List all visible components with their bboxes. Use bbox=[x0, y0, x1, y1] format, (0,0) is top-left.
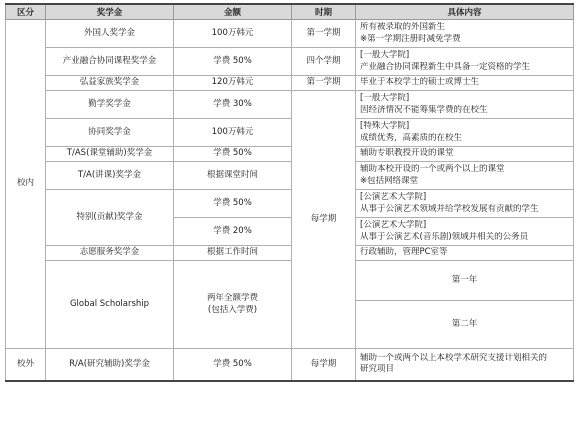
header-amount: 金额 bbox=[174, 4, 292, 20]
period: 第一学期 bbox=[292, 76, 356, 91]
scholarship-amount: 100万韩元 bbox=[174, 20, 292, 48]
scholarship-name: 外国人奖学金 bbox=[46, 20, 174, 48]
amount-line: (包括入学费) bbox=[207, 304, 258, 315]
scholarship-name: 产业融合协同课程奖学金 bbox=[46, 48, 174, 76]
scholarship-name: 协同奖学金 bbox=[46, 119, 174, 147]
scholarship-name: T/A(讲课)奖学金 bbox=[46, 162, 174, 190]
scholarship-amount: 100万韩元 bbox=[174, 119, 292, 147]
content bbox=[356, 76, 574, 91]
scholarship-name: Global Scholarship bbox=[46, 261, 174, 349]
content bbox=[356, 119, 574, 147]
content-line: 研究项目 bbox=[360, 364, 395, 375]
period: 每学期 bbox=[292, 349, 356, 381]
scholarship-amount: 学费 20% bbox=[174, 218, 292, 246]
scholarship-amount: 根据课堂时间 bbox=[174, 162, 292, 190]
scholarship-name: 志愿服务奖学金 bbox=[46, 246, 174, 261]
scholarship-amount bbox=[174, 261, 292, 349]
content-line: 从事于公演艺术领域并给学校发展有贡献的学生 bbox=[360, 203, 539, 214]
table-row bbox=[6, 20, 574, 48]
content-line: 辅助一个或两个以上本校学术研究支援计划相关的 bbox=[360, 352, 548, 363]
division-offcampus: 校外 bbox=[6, 349, 46, 381]
content-line: 辅助专职教授开设的课堂 bbox=[360, 148, 454, 159]
content-line: 行政辅助，管理PC室等 bbox=[360, 247, 448, 258]
period: 第二年 bbox=[356, 301, 574, 349]
scholarship-amount: 学费 50% bbox=[174, 147, 292, 162]
period: 第一年 bbox=[356, 261, 574, 301]
content bbox=[356, 246, 574, 261]
scholarship-table bbox=[5, 3, 574, 382]
header-division: 区分 bbox=[6, 4, 46, 20]
content-line: [特殊大学院] bbox=[360, 121, 410, 131]
table-row bbox=[6, 76, 574, 91]
period: 第一学期 bbox=[292, 20, 356, 48]
table-row bbox=[6, 190, 574, 218]
table-header-row bbox=[6, 4, 574, 20]
scholarship-name: 弘益家族奖学金 bbox=[46, 76, 174, 91]
scholarship-name: 特别(贡献)奖学金 bbox=[46, 190, 174, 246]
content-line: [公演艺术大学院] bbox=[360, 220, 427, 230]
table-row bbox=[6, 162, 574, 190]
scholarship-amount: 学费 50% bbox=[174, 48, 292, 76]
content-line: 辅助本校开设的一个或两个以上的课堂 bbox=[360, 164, 505, 174]
header-scholarship: 奖学金 bbox=[46, 4, 174, 20]
scholarship-name: R/A(研究辅助)奖学金 bbox=[46, 349, 174, 381]
scholarship-amount: 学费 50% bbox=[174, 349, 292, 381]
period: 四个学期 bbox=[292, 48, 356, 76]
table-row bbox=[6, 246, 574, 261]
content bbox=[356, 349, 574, 381]
content-line: ※包括网络课堂 bbox=[360, 175, 419, 186]
scholarship-name: T/AS(课堂辅助)奖学金 bbox=[46, 147, 174, 162]
header-content: 具体内容 bbox=[356, 4, 574, 20]
division-campus: 校内 bbox=[6, 20, 46, 349]
period: 每学期 bbox=[292, 91, 356, 349]
content-line: 成绩优秀，高素质的在校生 bbox=[360, 132, 463, 143]
content-line: [公演艺术大学院] bbox=[360, 192, 427, 202]
scholarship-amount: 学费 50% bbox=[174, 190, 292, 218]
content bbox=[356, 162, 574, 190]
content-line: 所有被录取的外国新生 bbox=[360, 22, 446, 32]
scholarship-amount: 120万韩元 bbox=[174, 76, 292, 91]
header-period: 时期 bbox=[292, 4, 356, 20]
table-row bbox=[6, 349, 574, 381]
table-row bbox=[6, 48, 574, 76]
content-line: [一般大学院] bbox=[360, 50, 410, 60]
table-row bbox=[6, 91, 574, 119]
content bbox=[356, 48, 574, 76]
table-row bbox=[6, 261, 574, 301]
amount-line: 两年全额学费 bbox=[206, 293, 258, 303]
content-line: 因经济情况不能筹集学费的在校生 bbox=[360, 104, 488, 115]
table-row bbox=[6, 119, 574, 147]
content bbox=[356, 190, 574, 218]
content-line: ※第一学期注册时减免学费 bbox=[360, 33, 461, 44]
content-line: [一般大学院] bbox=[360, 93, 410, 103]
scholarship-amount: 根据工作时间 bbox=[174, 246, 292, 261]
scholarship-amount: 学费 30% bbox=[174, 91, 292, 119]
content bbox=[356, 147, 574, 162]
content-line: 产业融合协同课程新生中具备一定资格的学生 bbox=[360, 61, 531, 72]
content bbox=[356, 91, 574, 119]
content-line: 从事于公演艺术(音乐剧)领域并相关的公务员 bbox=[360, 231, 529, 242]
content bbox=[356, 20, 574, 48]
content-line: 毕业于本校学士的硕士或博士生 bbox=[360, 77, 480, 88]
content bbox=[356, 218, 574, 246]
table-row bbox=[6, 147, 574, 162]
scholarship-name: 勤学奖学金 bbox=[46, 91, 174, 119]
